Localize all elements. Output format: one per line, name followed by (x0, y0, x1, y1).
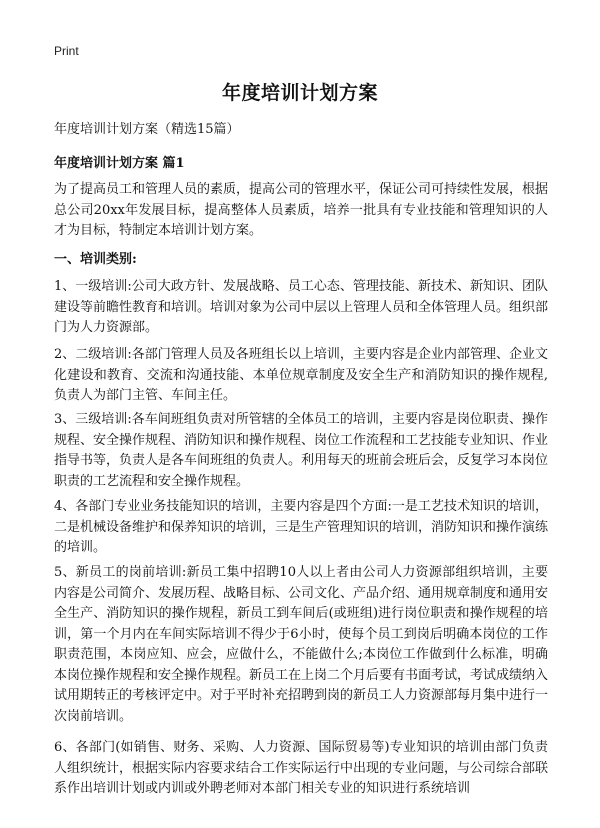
list-item-3: 3、三级培训:各车间班组负责对所管辖的全体员工的培训，主要内容是岗位职责、操作规程、安全操作规程、消防知识和操作规程、岗位工作流程和工艺技能专业知识、作业指导书等，负责人是各车间班组的负责人。利用每天的班前会班后会，反复学习本岗位职责的工艺流程和安全操作规程。 (54, 412, 549, 489)
heading-training-categories: 一、培训类别: (54, 252, 137, 267)
list-item-4: 4、各部门专业业务技能知识的培训，主要内容是四个方面:一是工艺技术知识的培训，二是机械设备维护和保养知识的培训，三是生产管理知识的培训，消防知识和操作演练的培训。 (54, 499, 549, 555)
list-item-2: 2、二级培训:各部门管理人员及各班组长以上培训，主要内容是企业内部管理、企业文化建设和教育、交流和沟通技能、本单位规章制度及安全生产和消防知识的操作规程,负责人为部门主管、车间主任。 (54, 347, 548, 403)
intro-paragraph: 为了提高员工和管理人员的素质，提高公司的管理水平，保证公司可持续性发展，根据总公司20xx年发展目标，提高整体人员素质，培养一批具有专业技能和管理知识的人才为目标，特制定本培训计划方案。 (54, 182, 549, 238)
document-subtitle: 年度培训计划方案（精选15篇） (54, 122, 240, 137)
section-title: 年度培训计划方案 篇1 (54, 156, 185, 171)
document-title: 年度培训计划方案 (221, 82, 378, 104)
list-item-5: 5、新员工的岗前培训:新员工集中招聘10人以上者由公司人力资源部组织培训，主要内容是公司简介、发展历程、战略目标、公司文化、产品介绍、通用规章制度和通用安全生产、消防知识的操作规程，新员工到车间后(或班组)进行岗位职责和操作规程的培训，第一个月内在车间实际培训不得少于6小时，使每个员工到岗后明确本岗位的工作职责范围，本岗应知、应会，应做什么，不能做什么;本岗位工作做到什么标准，明确本岗位操作规程和安全操作规程。新员工在上岗二个月后要有书面考试，考试成绩纳入试用期转正的考核评定中。对于平时补充招聘到岗的新员工人力资源部每月集中进行一次岗前培训。 (54, 565, 549, 724)
print-link[interactable]: Print (54, 44, 79, 58)
list-item-1: 1、一级培训:公司大政方针、发展战略、员工心态、管理技能、新技术、新知识、团队建设等前瞻性教育和培训。培训对象为公司中层以上管理人员和全体管理人员。组织部门为人力资源部。 (54, 279, 549, 335)
list-item-6: 6、各部门(如销售、财务、采购、人力资源、国际贸易等)专业知识的培训由部门负责人组织统计，根据实际内容要求结合工作实际运行中出现的专业问题，与公司综合部联系作出培训计划或内训或外聘老师对本部门相关专业的知识进行系统培训 (54, 740, 549, 796)
